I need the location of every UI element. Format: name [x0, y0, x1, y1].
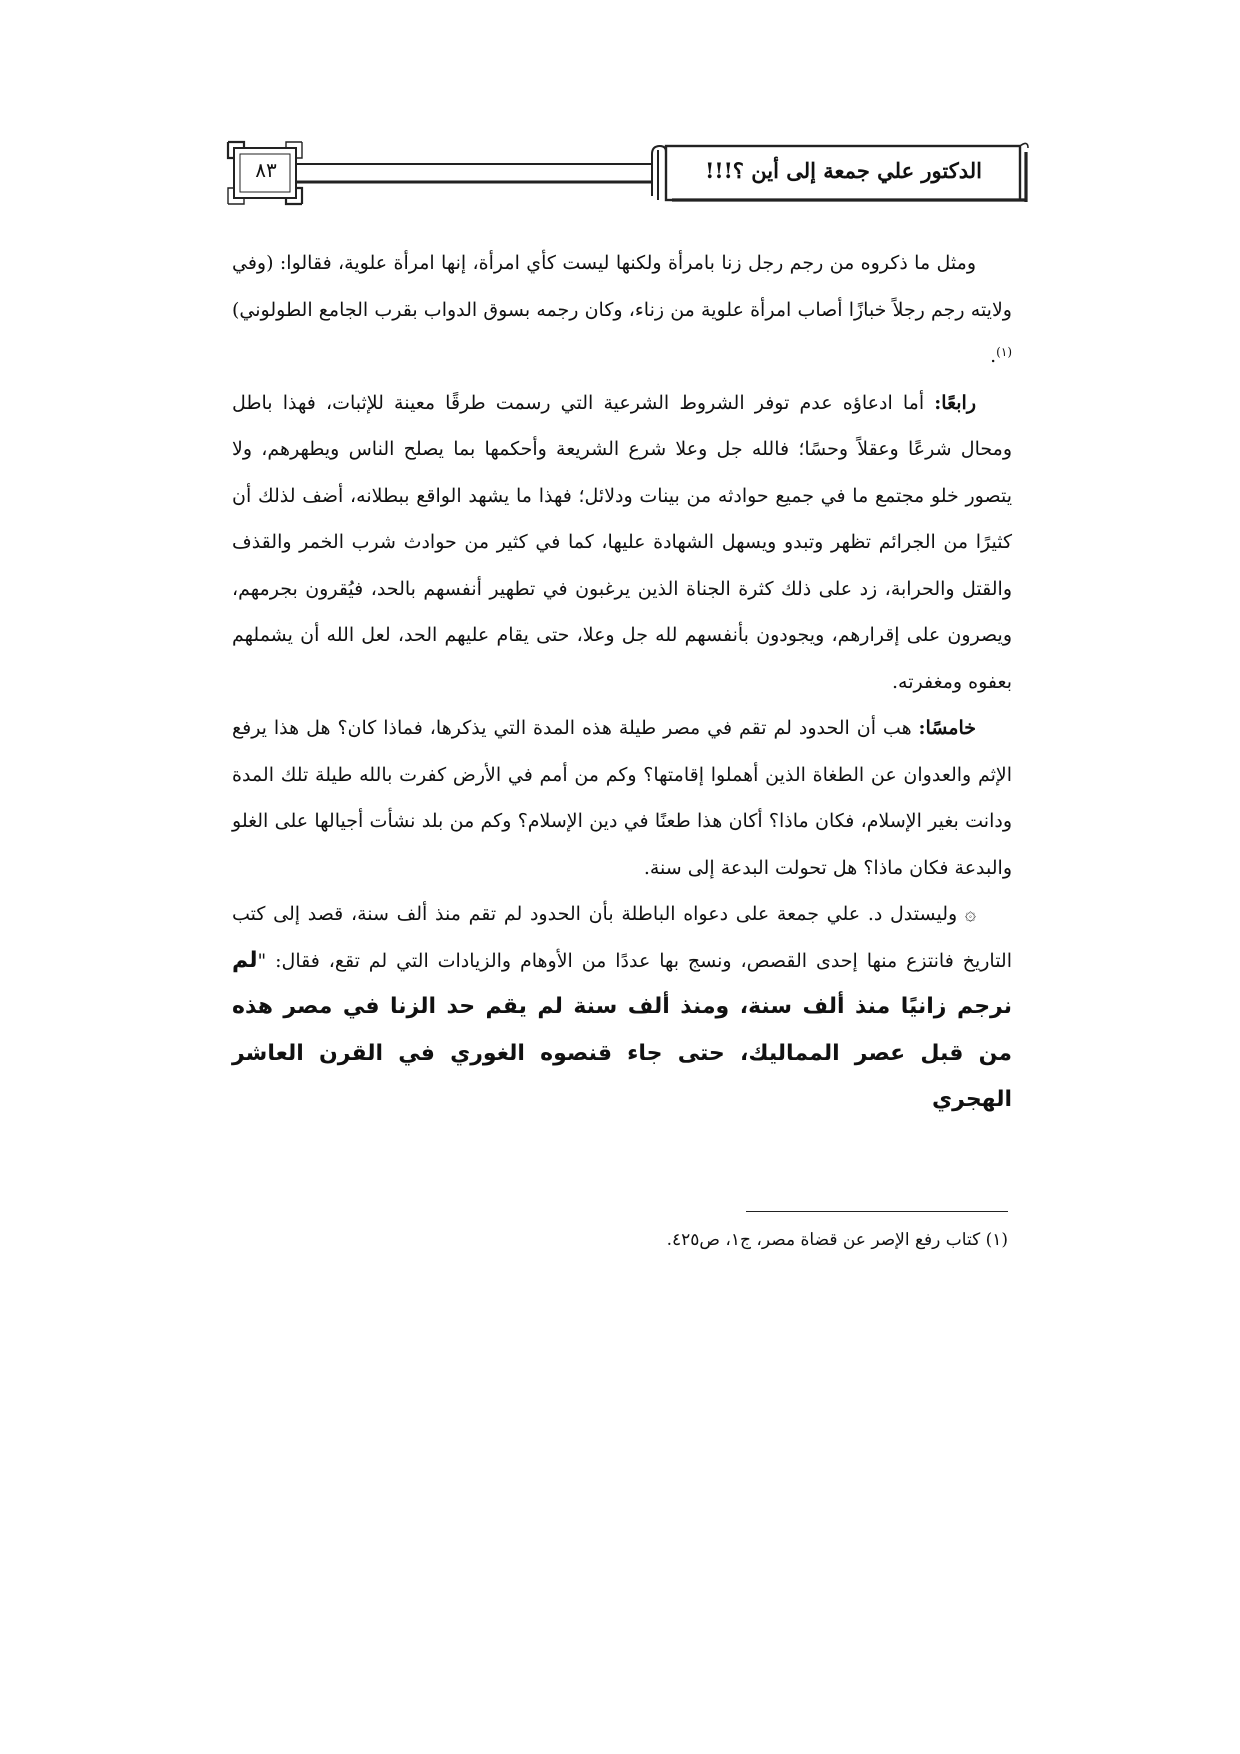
page-header: [220, 138, 1032, 210]
paragraph-ornament-icon: ۞: [964, 903, 976, 925]
paragraph-1-text: ومثل ما ذكروه من رجم رجل زنا بامرأة ولكنها ليست كأي امرأة، إنها امرأة علوية، فقالوا: (وفي ولايته رجم رجلاً خبازًا أصاب امرأة علوية من زناء، وكان رجمه بسوق الدواب بقرب الجامع الطولوني): [232, 252, 1012, 321]
footnote: (١) كتاب رفع الإصر عن قضاة مصر، ج١، ص٤٢٥.: [666, 1230, 1008, 1250]
paragraph-2: [232, 380, 1012, 706]
paragraph-1: [232, 240, 1012, 380]
paragraph-2-text: أما ادعاؤه عدم توفر الشروط الشرعية التي رسمت طرقًا معينة للإثبات، فهذا باطل ومحال شرعًا وعقلاً وحسًا؛ فالله جل وعلا شرع الشريعة وأحكمها بما يصلح الناس ويطهرهم، ولا يتصور خلو مجتمع ما في جميع حوادثه من بينات ودلائل؛ فهذا ما يشهد الواقع ببطلانه، أضف لذلك أن كثيرًا من الجرائم تظهر وتبدو ويسهل الشهادة عليها، كما في كثير من حوادث شرب الخمر والقذف والقتل والحرابة، زد على ذلك كثرة الجناة الذين يرغبون في تطهير أنفسهم بالحد، فيُقرون بجرمهم، ويصرون على إقرارهم، ويجودون بأنفسهم لله جل وعلا، حتى يقام عليهم الحد، لعل الله أن يشملهم بعفوه ومغفرته.: [232, 391, 1012, 693]
footnote-divider: [746, 1211, 1008, 1212]
paragraph-3: [232, 705, 1012, 891]
page-number: ٨٣: [255, 158, 277, 182]
quoted-statement: لم نرجم زانيًا منذ ألف سنة، ومنذ ألف سنة لم يقم حد الزنا في مصر هذه من قبل عصر المماليك، حتى جاء قنصوه الغوري في القرن العاشر الهجري: [232, 947, 1012, 1112]
paragraph-3-lead: خامسًا:: [918, 717, 976, 739]
footnote-ref: (١): [996, 345, 1012, 359]
paragraph-4-text: وليستدل د. علي جمعة على دعواه الباطلة بأن الحدود لم تقم منذ ألف سنة، قصد إلى كتب التاريخ فانتزع منها إحدى القصص، ونسج بها عددًا من الأوهام والزيادات التي لم تقع، فقال: ": [232, 903, 1012, 972]
paragraph-1-end: .: [990, 345, 997, 367]
main-text: [232, 240, 1012, 1124]
paragraph-2-lead: رابعًا:: [934, 391, 976, 414]
running-title: الدكتور علي جمعة إلى أين ؟!!!: [705, 158, 982, 183]
paragraph-4: [232, 891, 1012, 1124]
paragraph-3-text: هب أن الحدود لم تقم في مصر طيلة هذه المدة التي يذكرها، فماذا كان؟ هل هذا يرفع الإثم والعدوان عن الطغاة الذين أهملوا إقامتها؟ وكم من أمم في الأرض كفرت بالله طيلة تلك المدة ودانت بغير الإسلام، فكان ماذا؟ أكان هذا طعنًا في دين الإسلام؟ وكم من بلد نشأت أجيالها على الغلو والبدعة فكان ماذا؟ هل تحولت البدعة إلى سنة.: [232, 717, 1012, 879]
